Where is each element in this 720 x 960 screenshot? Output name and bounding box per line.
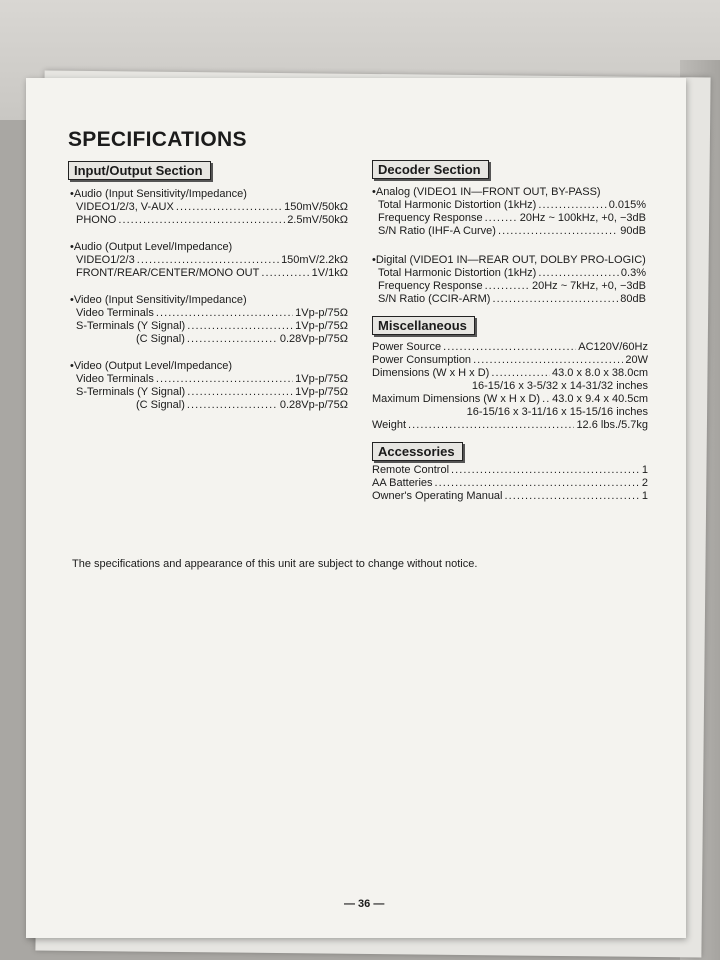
input-output-group-3 [70,294,348,346]
group-title: •Analog (VIDEO1 IN—FRONT OUT, BY-PASS) [372,186,601,198]
input-output-group-2 [70,241,348,280]
page-title: SPECIFICATIONS [68,128,247,151]
spec-row: Video Terminals . . . 1Vp-p/75Ω [70,373,348,386]
spec-row: S-Terminals (Y Signal) . . . 1Vp-p/75Ω [70,320,348,333]
group-title: •Video (Output Level/Impedance) [70,360,233,372]
spec-row: Weight . . . 12.6 lbs./5.7kg [372,419,648,432]
accessories-list [372,464,648,503]
spec-row: Remote Control . . . 1 [372,464,648,477]
input-output-section-header: Input/Output Section [68,161,211,180]
spec-row: Power Source . . . AC120V/60Hz [372,341,648,354]
spec-row: Frequency Response . . . 20Hz ~ 7kHz, +0, −3dB [372,280,646,293]
disclaimer-note: The specifications and appearance of this unit are subject to change without notice. [72,558,478,570]
accessories-section-header: Accessories [372,442,463,461]
spec-row: (C Signal) . . . 0.28Vp-p/75Ω [70,399,348,412]
spec-row: Video Terminals . . . 1Vp-p/75Ω [70,307,348,320]
spec-row: Owner's Operating Manual . . . 1 [372,490,648,503]
spec-row: FRONT/REAR/CENTER/MONO OUT . . . 1V/1kΩ [70,267,348,280]
input-output-group-1 [70,188,348,227]
spec-row-continuation: 16-15/16 x 3-5/32 x 14-31/32 inches [471,380,648,392]
group-title: •Audio (Input Sensitivity/Impedance) [70,188,247,200]
group-title: •Digital (VIDEO1 IN—REAR OUT, DOLBY PRO-LOGIC) [372,254,646,266]
spec-row: Total Harmonic Distortion (1kHz) . . . 0.015% [372,199,646,212]
spec-row: Dimensions (W x H x D) . . . 43.0 x 8.0 x 38.0cm [372,367,648,380]
spec-row: VIDEO1/2/3, V-AUX . . . 150mV/50kΩ [70,201,348,214]
spec-row: (C Signal) . . . 0.28Vp-p/75Ω [70,333,348,346]
group-title: •Audio (Output Level/Impedance) [70,241,233,253]
decoder-group-digital [372,254,646,306]
spec-row: S/N Ratio (IHF-A Curve) . . . 90dB [372,225,646,238]
decoder-group-analog [372,186,646,238]
page-number: — 36 — [344,898,385,910]
spec-row: S-Terminals (Y Signal) . . . 1Vp-p/75Ω [70,386,348,399]
spec-row: Maximum Dimensions (W x H x D) . . . 43.0 x 9.4 x 40.5cm [372,393,648,406]
decoder-section-header: Decoder Section [372,160,489,179]
input-output-group-4 [70,360,348,412]
spec-row: Power Consumption . . . 20W [372,354,648,367]
spec-row-continuation: 16-15/16 x 3-11/16 x 15-15/16 inches [466,406,648,418]
miscellaneous-section-header: Miscellaneous [372,316,475,335]
spec-row: Total Harmonic Distortion (1kHz) . . . 0.3% [372,267,646,280]
manual-page [26,78,686,938]
group-title: •Video (Input Sensitivity/Impedance) [70,294,247,306]
spec-row: Frequency Response . . . 20Hz ~ 100kHz, +0, −3dB [372,212,646,225]
spec-row: PHONO . . . 2.5mV/50kΩ [70,214,348,227]
spec-row: VIDEO1/2/3 . . . 150mV/2.2kΩ [70,254,348,267]
miscellaneous-list [372,341,648,432]
spec-row: S/N Ratio (CCIR-ARM) . . . 80dB [372,293,646,306]
spec-row: AA Batteries . . . 2 [372,477,648,490]
